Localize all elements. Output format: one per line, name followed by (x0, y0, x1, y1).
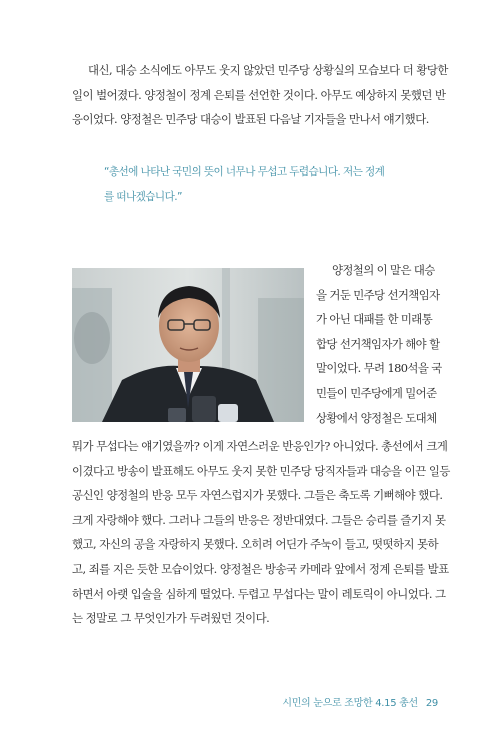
paragraph-line: 을 거둔 민주당 선거책임자 (316, 287, 440, 302)
paragraph-line: 대신, 대승 소식에도 아무도 웃지 않았던 민주당 상황실의 모습보다 더 황당한 (88, 63, 448, 77)
paragraph-2 (72, 434, 450, 631)
book-title: 시민의 눈으로 조망한 4.15 총선 (282, 698, 418, 709)
paragraph-line: 이겼다고 방송이 발표해도 아무도 웃지 못한 민주당 당직자들과 대승을 이끈 일등 (72, 463, 450, 478)
paragraph-line: 양정철의 이 말은 대승 (332, 263, 435, 277)
page-footer (282, 694, 438, 709)
paragraph-line: 공신인 양정철의 반응 모두 자연스럽지가 못했다. 그들은 축도록 기뻐해야 했다. (72, 488, 443, 503)
page-number: 29 (425, 698, 438, 709)
paragraph-line: 했고, 자신의 공을 자랑하지 못했다. 오히려 어딘가 주눅이 들고, 떳떳하지 못하 (72, 537, 439, 552)
paragraph-1 (72, 58, 448, 132)
paragraph-line: 민들이 민주당에게 밀어준 (316, 385, 437, 400)
wrapped-paragraph (316, 258, 440, 430)
paragraph-line: 하면서 아랫 입술을 심하게 떨었다. 두렵고 무섭다는 말이 레토릭이 아니었다. 그 (72, 586, 446, 601)
quote-line: “총선에 나타난 국민의 뜻이 너무나 무섭고 두렵습니다. 저는 정계 (104, 166, 385, 178)
portrait-photo (72, 268, 304, 422)
paragraph-line: 상황에서 양정철은 도대체 (316, 410, 437, 425)
pull-quote (104, 160, 424, 210)
paragraph-line: 크게 자랑해야 했다. 그러나 그들의 반응은 정반대였다. 그들은 승리를 즐기지 못 (72, 512, 446, 527)
paragraph-line: 가 아닌 대패를 한 미래통 (316, 312, 433, 327)
paragraph-line: 응이었다. 양정철은 민주당 대승이 발표된 다음날 기자들을 만나서 얘기했다. (72, 112, 429, 127)
paragraph-line: 말이었다. 무려 180석을 국 (316, 361, 442, 376)
paragraph-line: 일이 벌어졌다. 양정철이 정계 은퇴를 선언한 것이다. 아무도 예상하지 못했던 반 (72, 87, 446, 102)
paragraph-line: 뭐가 무섭다는 얘기였을까? 이게 자연스러운 반응인가? 아니었다. 총선에서 크게 (72, 439, 448, 453)
paragraph-line: 고, 죄를 지은 듯한 모습이었다. 양정철은 방송국 카메라 앞에서 정계 은퇴를 발표 (72, 561, 449, 576)
quote-line: 를 떠나겠습니다.” (104, 191, 182, 203)
paragraph-line: 는 정말로 그 무엇인가가 두려웠던 것이다. (72, 611, 270, 626)
paragraph-line: 합당 선거책임자가 해야 할 (316, 336, 440, 351)
